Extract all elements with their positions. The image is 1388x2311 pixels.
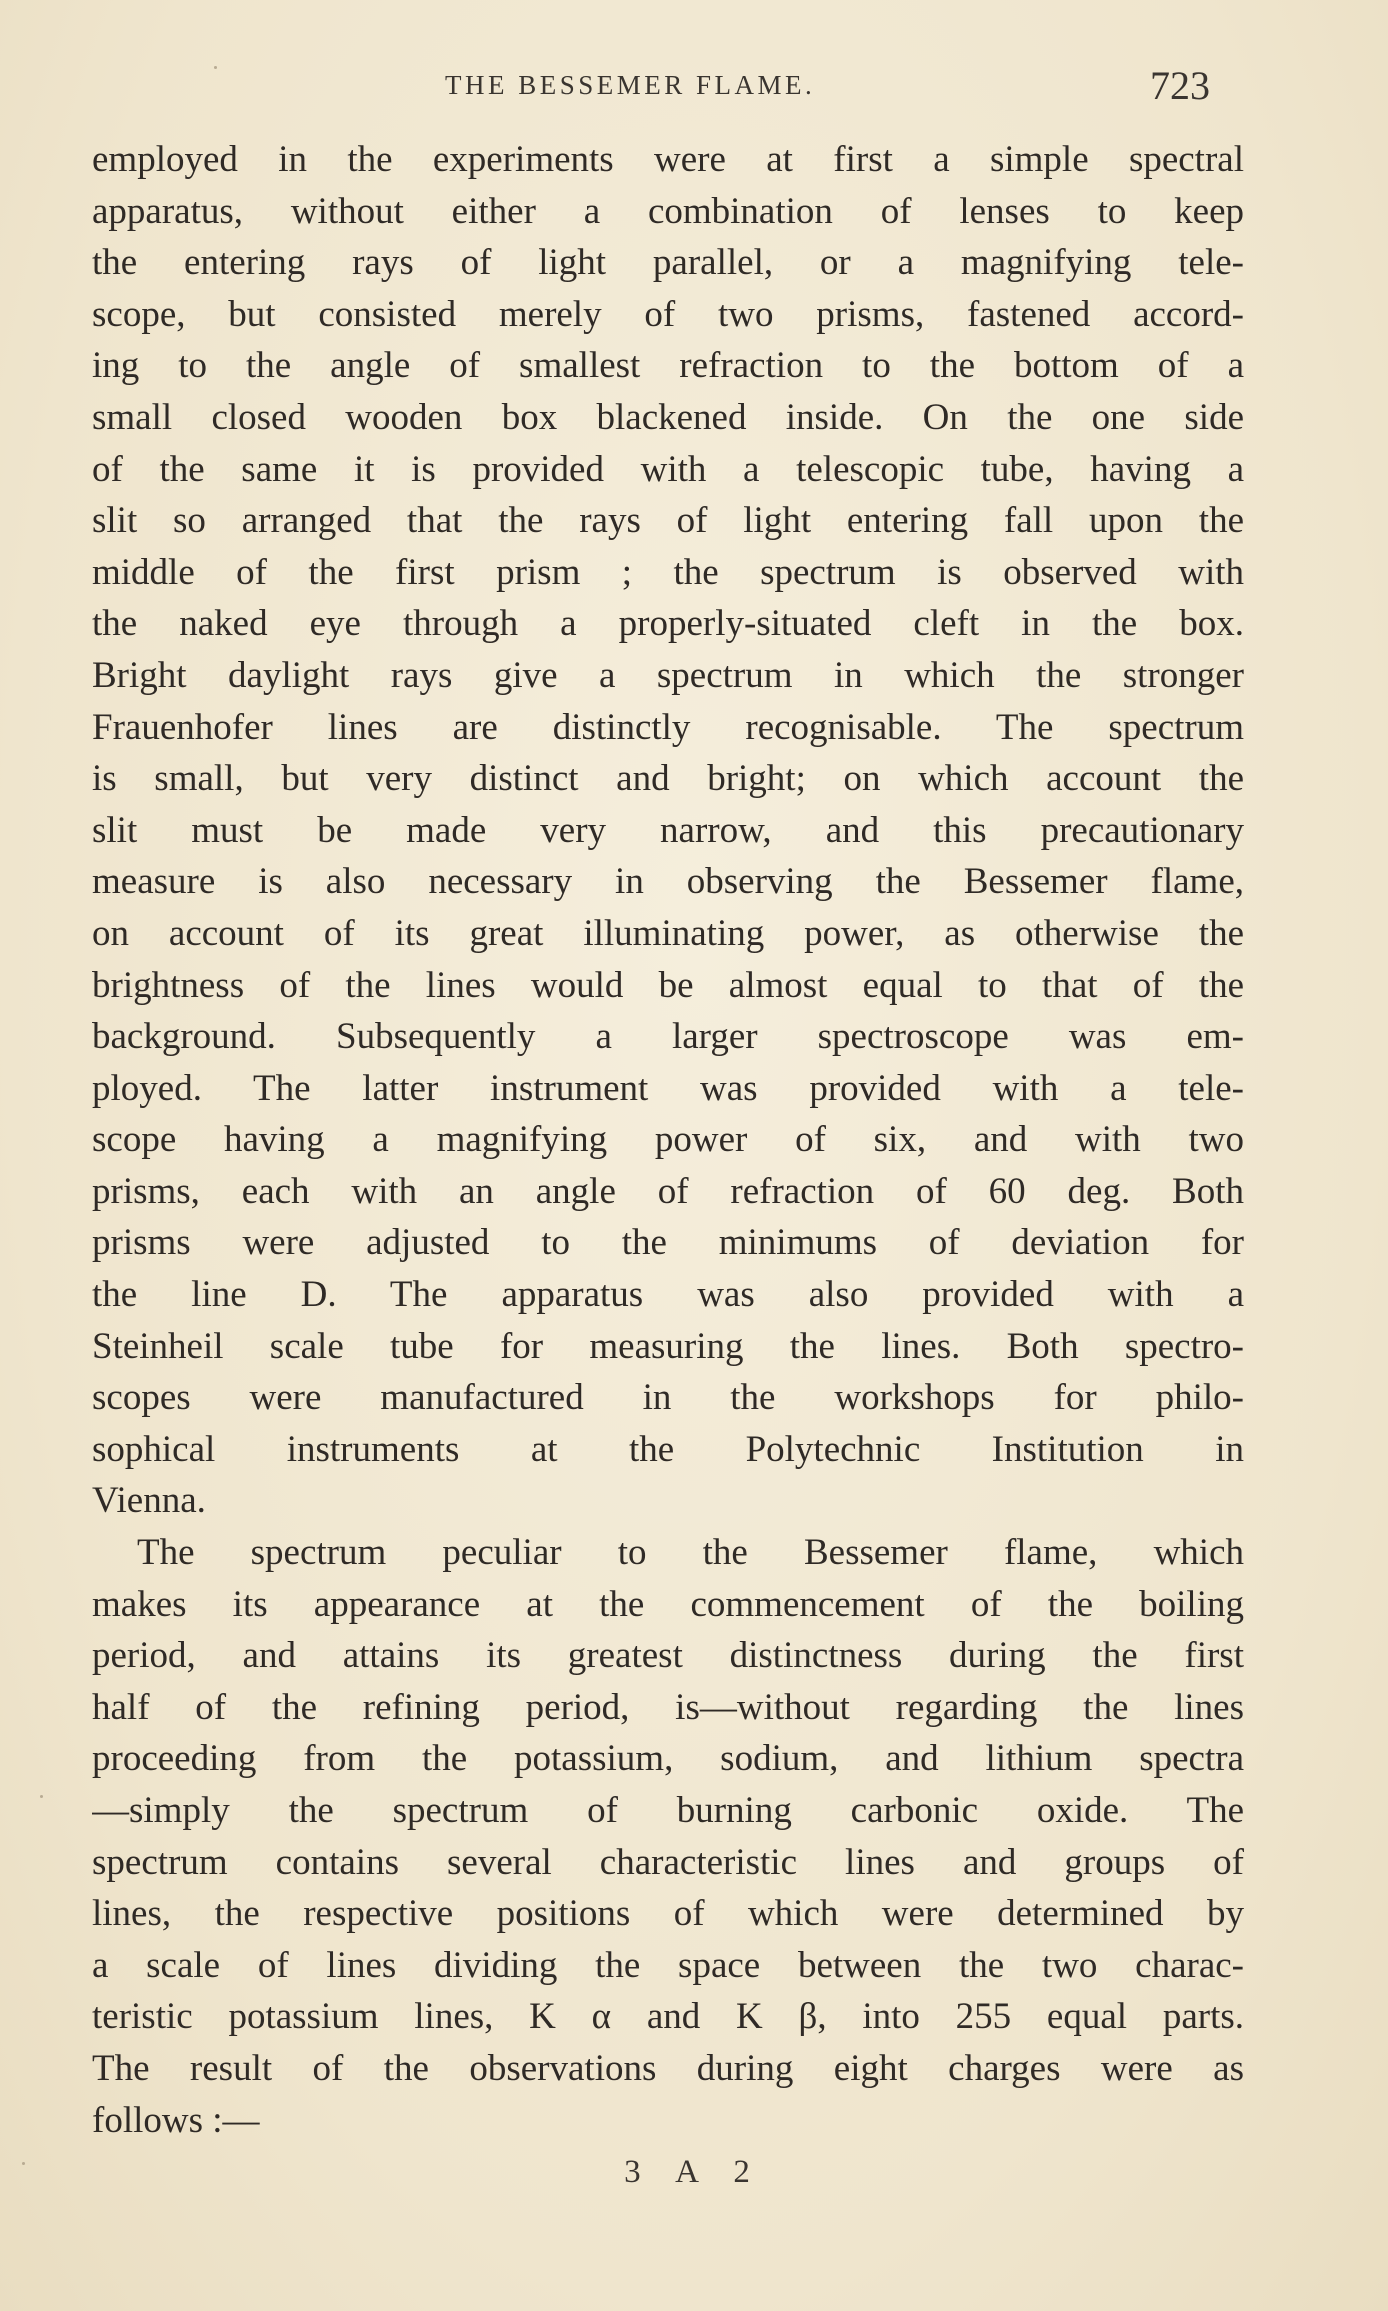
body-text bbox=[92, 134, 1244, 2146]
text-line: is small, but very distinct and bright; on which account the bbox=[92, 758, 1244, 800]
text-line: measure is also necessary in observing the Bessemer flame, bbox=[92, 861, 1244, 903]
text-line: the naked eye through a properly-situated cleft in the box. bbox=[92, 603, 1244, 645]
text-line: prisms, each with an angle of refraction of 60 deg. Both bbox=[92, 1170, 1244, 1212]
text-line: The result of the observations during eight charges were as bbox=[92, 2047, 1244, 2089]
text-line: scope, but consisted merely of two prisms, fastened accord- bbox=[92, 293, 1244, 335]
text-line: apparatus, without either a combination of lenses to keep bbox=[92, 190, 1244, 232]
signature-mark: 3 A 2 bbox=[624, 2154, 764, 2190]
text-line: period, and attains its greatest distinctness during the first bbox=[92, 1635, 1244, 1677]
text-line: the line D. The apparatus was also provided with a bbox=[92, 1274, 1244, 1316]
text-line: on account of its great illuminating power, as otherwise the bbox=[92, 912, 1244, 954]
text-line: the entering rays of light parallel, or a magnifying tele- bbox=[92, 242, 1244, 284]
text-line: makes its appearance at the commencement of the boiling bbox=[92, 1583, 1244, 1625]
text-line: lines, the respective positions of which were determined by bbox=[92, 1893, 1244, 1935]
text-line: sophical instruments at the Polytechnic Institution in bbox=[92, 1428, 1244, 1470]
text-line: background. Subsequently a larger spectroscope was em- bbox=[92, 1016, 1244, 1058]
text-line: employed in the experiments were at first a simple spectral bbox=[92, 139, 1244, 180]
text-line: brightness of the lines would be almost equal to that of the bbox=[92, 964, 1244, 1006]
paper-speck bbox=[214, 66, 217, 69]
paper-speck bbox=[40, 1795, 43, 1798]
text-line: middle of the first prism ; the spectrum is observed with bbox=[92, 551, 1244, 593]
text-line: prisms were adjusted to the minimums of deviation for bbox=[92, 1222, 1244, 1264]
text-line: slit must be made very narrow, and this precautionary bbox=[92, 809, 1244, 851]
text-line: a scale of lines dividing the space between the two charac- bbox=[92, 1944, 1244, 1986]
text-line-paragraph-end: Vienna. bbox=[92, 1480, 206, 1522]
text-line: scopes were manufactured in the workshops for philo- bbox=[92, 1377, 1244, 1419]
text-line: ployed. The latter instrument was provided with a tele- bbox=[92, 1067, 1244, 1109]
text-line: scope having a magnifying power of six, and with two bbox=[92, 1119, 1244, 1161]
text-line: Frauenhofer lines are distinctly recognisable. The spectrum bbox=[92, 706, 1244, 748]
text-line: teristic potassium lines, K α and K β, into 255 equal parts. bbox=[92, 1996, 1244, 2038]
page-number: 723 bbox=[1150, 63, 1210, 108]
running-head bbox=[0, 62, 1388, 112]
text-line: ing to the angle of smallest refraction to the bottom of a bbox=[92, 345, 1244, 387]
text-line-paragraph-end: follows :— bbox=[92, 2099, 260, 2141]
text-line: half of the refining period, is—without regarding the lines bbox=[92, 1686, 1244, 1728]
paper-speck bbox=[22, 2162, 25, 2165]
text-line-paragraph-start: The spectrum peculiar to the Bessemer flame, which bbox=[137, 1532, 1244, 1574]
text-line: Steinheil scale tube for measuring the lines. Both spectro- bbox=[92, 1325, 1244, 1367]
text-line: of the same it is provided with a telescopic tube, having a bbox=[92, 448, 1244, 490]
text-line: proceeding from the potassium, sodium, and lithium spectra bbox=[92, 1738, 1244, 1780]
text-line: spectrum contains several characteristic lines and groups of bbox=[92, 1841, 1244, 1883]
text-line: small closed wooden box blackened inside. On the one side bbox=[92, 396, 1244, 438]
running-head-title: THE BESSEMER FLAME. bbox=[445, 70, 816, 100]
text-line: —simply the spectrum of burning carbonic oxide. The bbox=[92, 1790, 1244, 1831]
text-line: slit so arranged that the rays of light entering fall upon the bbox=[92, 500, 1244, 542]
text-line: Bright daylight rays give a spectrum in which the stronger bbox=[92, 654, 1244, 696]
